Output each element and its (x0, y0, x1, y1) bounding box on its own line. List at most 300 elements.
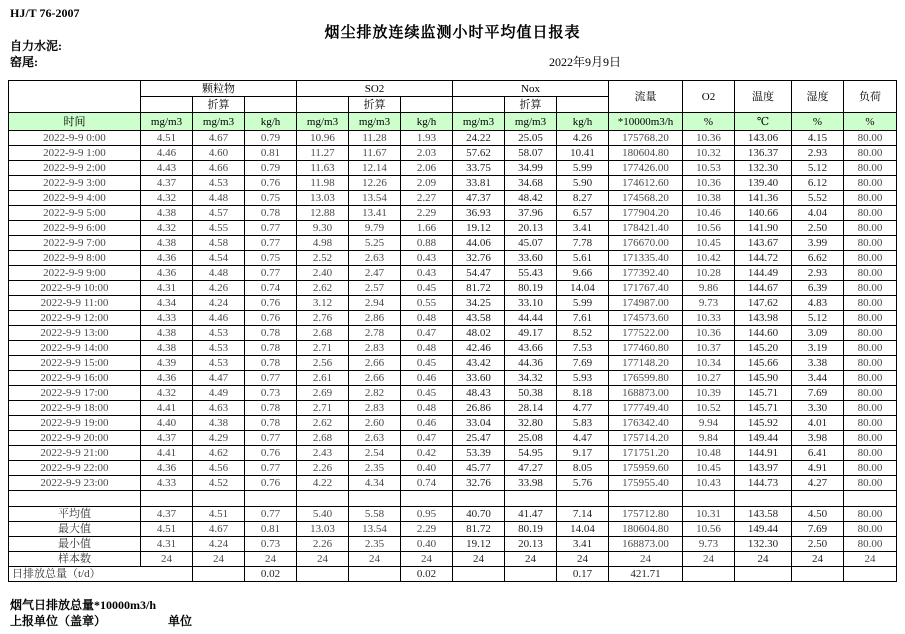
table-cell: 80.00 (844, 416, 897, 431)
table-cell: 0.74 (245, 281, 297, 296)
time-cell: 2022-9-9 0:00 (9, 131, 141, 146)
summary-cell: 4.67 (193, 522, 245, 537)
table-row (9, 341, 897, 356)
summary-cell: 4.51 (141, 522, 193, 537)
summary-cell: 81.72 (453, 522, 505, 537)
table-cell: 43.66 (505, 341, 557, 356)
table-cell: 10.52 (683, 401, 735, 416)
summary-cell: 180604.80 (609, 522, 683, 537)
table-cell: 8.52 (557, 326, 609, 341)
summary-row (9, 537, 897, 552)
table-cell: 10.33 (683, 311, 735, 326)
table-cell: 141.90 (735, 221, 792, 236)
table-cell: 80.00 (844, 176, 897, 191)
table-cell: 2.26 (297, 461, 349, 476)
table-cell: 4.33 (141, 476, 193, 491)
summary-cell: 24 (297, 552, 349, 567)
table-cell: 2.63 (349, 251, 401, 266)
summary-label: 最小值 (9, 537, 141, 552)
table-cell: 4.41 (141, 401, 193, 416)
table-cell: 2.09 (401, 176, 453, 191)
table-cell: 0.81 (245, 146, 297, 161)
table-cell: 4.49 (193, 386, 245, 401)
table-cell: 0.45 (401, 386, 453, 401)
summary-cell: 24 (735, 552, 792, 567)
table-cell: 10.46 (683, 206, 735, 221)
table-cell: 0.78 (245, 326, 297, 341)
table-row (9, 161, 897, 176)
table-cell: 57.62 (453, 146, 505, 161)
time-cell: 2022-9-9 14:00 (9, 341, 141, 356)
empty-cell (557, 491, 609, 507)
table-cell: 48.43 (453, 386, 505, 401)
table-row (9, 356, 897, 371)
table-row (9, 176, 897, 191)
table-cell: 174573.60 (609, 311, 683, 326)
data-rows (9, 131, 897, 582)
table-cell: 80.00 (844, 221, 897, 236)
table-cell: 144.60 (735, 326, 792, 341)
table-cell: 5.52 (792, 191, 844, 206)
table-cell: 4.36 (141, 251, 193, 266)
table-cell: 3.12 (297, 296, 349, 311)
summary-cell: 5.40 (297, 507, 349, 522)
daily-total-cell (193, 567, 245, 582)
time-cell: 2022-9-9 21:00 (9, 446, 141, 461)
blank-cell (141, 97, 193, 113)
pm-unit-kgh: kg/h (245, 113, 297, 131)
table-cell: 4.53 (193, 356, 245, 371)
so2-unit-mg: mg/m3 (297, 113, 349, 131)
table-cell: 2.82 (349, 386, 401, 401)
table-cell: 5.93 (557, 371, 609, 386)
summary-cell: 0.73 (245, 537, 297, 552)
table-cell: 10.36 (683, 176, 735, 191)
time-cell: 2022-9-9 7:00 (9, 236, 141, 251)
table-cell: 37.96 (505, 206, 557, 221)
table-cell: 9.30 (297, 221, 349, 236)
table-cell: 25.05 (505, 131, 557, 146)
table-cell: 42.46 (453, 341, 505, 356)
o2-unit: % (683, 113, 735, 131)
table-cell: 143.97 (735, 461, 792, 476)
table-cell: 80.00 (844, 386, 897, 401)
empty-cell (683, 491, 735, 507)
table-cell: 4.98 (297, 236, 349, 251)
table-cell: 145.90 (735, 371, 792, 386)
table-cell: 4.31 (141, 281, 193, 296)
table-cell: 0.48 (401, 341, 453, 356)
table-cell: 2.63 (349, 431, 401, 446)
table-cell: 13.41 (349, 206, 401, 221)
location-label: 窑尾: (10, 55, 38, 69)
table-cell: 2.83 (349, 401, 401, 416)
table-cell: 80.00 (844, 236, 897, 251)
summary-cell: 19.12 (453, 537, 505, 552)
report-date: 2022年9月9日 (549, 55, 622, 69)
table-cell: 4.48 (193, 266, 245, 281)
table-cell: 4.04 (792, 206, 844, 221)
table-cell: 14.04 (557, 281, 609, 296)
table-cell: 175955.40 (609, 476, 683, 491)
table-cell: 145.71 (735, 386, 792, 401)
table-cell: 180604.80 (609, 146, 683, 161)
table-cell: 175959.60 (609, 461, 683, 476)
summary-cell: 24 (141, 552, 193, 567)
table-cell: 4.52 (193, 476, 245, 491)
daily-total-cell: 421.71 (609, 567, 683, 582)
table-cell: 48.02 (453, 326, 505, 341)
table-cell: 54.47 (453, 266, 505, 281)
summary-cell: 10.56 (683, 522, 735, 537)
reporting-unit-label: 上报单位（盖章） (10, 614, 107, 628)
summary-row (9, 522, 897, 537)
so2-converted-unit-mg: mg/m3 (349, 113, 401, 131)
standard-code: HJ/T 76-2007 (10, 6, 80, 20)
summary-cell: 80.00 (844, 522, 897, 537)
daily-total-cell (683, 567, 735, 582)
table-cell: 80.00 (844, 446, 897, 461)
table-cell: 5.12 (792, 161, 844, 176)
table-cell: 80.00 (844, 281, 897, 296)
pm-unit-mg: mg/m3 (141, 113, 193, 131)
empty-cell (401, 491, 453, 507)
table-cell: 0.46 (401, 371, 453, 386)
table-cell: 0.79 (245, 131, 297, 146)
table-cell: 47.27 (505, 461, 557, 476)
table-cell: 175768.20 (609, 131, 683, 146)
col-group-so2: SO2 (297, 81, 453, 97)
daily-total-row (9, 567, 897, 582)
table-cell: 3.19 (792, 341, 844, 356)
table-cell: 4.67 (193, 131, 245, 146)
empty-cell (349, 491, 401, 507)
table-cell: 12.26 (349, 176, 401, 191)
table-cell: 10.39 (683, 386, 735, 401)
table-cell: 143.06 (735, 131, 792, 146)
table-cell: 4.26 (557, 131, 609, 146)
daily-total-cell: 0.02 (245, 567, 297, 582)
table-cell: 10.28 (683, 266, 735, 281)
table-cell: 2.68 (297, 326, 349, 341)
table-cell: 2.40 (297, 266, 349, 281)
table-cell: 9.17 (557, 446, 609, 461)
table-cell: 4.53 (193, 326, 245, 341)
table-cell: 44.06 (453, 236, 505, 251)
table-cell: 7.53 (557, 341, 609, 356)
table-cell: 0.78 (245, 401, 297, 416)
table-cell: 80.00 (844, 206, 897, 221)
summary-cell: 80.00 (844, 507, 897, 522)
table-cell: 4.32 (141, 191, 193, 206)
table-row (9, 461, 897, 476)
table-cell: 177522.00 (609, 326, 683, 341)
table-cell: 4.43 (141, 161, 193, 176)
table-cell: 177392.40 (609, 266, 683, 281)
table-cell: 2.27 (401, 191, 453, 206)
nox-converted-label: 折算 (505, 97, 557, 113)
table-row (9, 446, 897, 461)
table-cell: 2.52 (297, 251, 349, 266)
table-row (9, 326, 897, 341)
summary-cell: 24 (453, 552, 505, 567)
time-cell: 2022-9-9 9:00 (9, 266, 141, 281)
table-cell: 177460.80 (609, 341, 683, 356)
blank-cell (557, 97, 609, 113)
summary-cell: 13.03 (297, 522, 349, 537)
table-cell: 10.32 (683, 146, 735, 161)
table-cell: 0.46 (401, 416, 453, 431)
table-cell: 10.45 (683, 461, 735, 476)
table-cell: 9.86 (683, 281, 735, 296)
nox-unit-mg: mg/m3 (453, 113, 505, 131)
table-cell: 33.98 (505, 476, 557, 491)
summary-cell: 7.69 (792, 522, 844, 537)
table-cell: 0.77 (245, 431, 297, 446)
table-cell: 4.29 (193, 431, 245, 446)
table-cell: 80.00 (844, 161, 897, 176)
table-cell: 0.78 (245, 416, 297, 431)
table-cell: 0.78 (245, 206, 297, 221)
table-cell: 8.18 (557, 386, 609, 401)
table-cell: 175714.20 (609, 431, 683, 446)
table-cell: 0.77 (245, 221, 297, 236)
table-cell: 80.00 (844, 461, 897, 476)
summary-cell: 80.00 (844, 537, 897, 552)
report-table (8, 80, 897, 582)
table-cell: 80.00 (844, 341, 897, 356)
table-row (9, 146, 897, 161)
table-row (9, 416, 897, 431)
table-cell: 4.53 (193, 176, 245, 191)
summary-cell: 2.26 (297, 537, 349, 552)
so2-converted-label: 折算 (349, 97, 401, 113)
table-cell: 13.54 (349, 191, 401, 206)
table-cell: 177749.40 (609, 401, 683, 416)
empty-cell (141, 491, 193, 507)
summary-cell: 13.54 (349, 522, 401, 537)
summary-cell: 4.50 (792, 507, 844, 522)
nox-unit-kgh: kg/h (557, 113, 609, 131)
table-cell: 7.61 (557, 311, 609, 326)
table-cell: 0.40 (401, 461, 453, 476)
table-cell: 2.86 (349, 311, 401, 326)
time-cell: 2022-9-9 15:00 (9, 356, 141, 371)
table-cell: 0.76 (245, 311, 297, 326)
table-cell: 80.00 (844, 131, 897, 146)
table-cell: 2.62 (297, 416, 349, 431)
table-row (9, 236, 897, 251)
table-cell: 6.62 (792, 251, 844, 266)
table-cell: 19.12 (453, 221, 505, 236)
table-cell: 10.53 (683, 161, 735, 176)
daily-total-cell (453, 567, 505, 582)
table-cell: 2.50 (792, 221, 844, 236)
table-cell: 10.36 (683, 131, 735, 146)
empty-cell (609, 491, 683, 507)
table-cell: 8.05 (557, 461, 609, 476)
pm-converted-unit-mg: mg/m3 (193, 113, 245, 131)
summary-cell: 143.58 (735, 507, 792, 522)
table-cell: 10.43 (683, 476, 735, 491)
col-header-load: 负荷 (844, 81, 897, 113)
temp-unit: ℃ (735, 113, 792, 131)
table-cell: 44.36 (505, 356, 557, 371)
summary-cell: 4.24 (193, 537, 245, 552)
table-cell: 43.58 (453, 311, 505, 326)
col-header-humidity: 湿度 (792, 81, 844, 113)
table-cell: 47.37 (453, 191, 505, 206)
empty-cell (245, 491, 297, 507)
table-cell: 174568.20 (609, 191, 683, 206)
table-cell: 80.00 (844, 401, 897, 416)
table-cell: 80.00 (844, 146, 897, 161)
table-row (9, 371, 897, 386)
table-cell: 9.73 (683, 296, 735, 311)
table-cell: 25.47 (453, 431, 505, 446)
summary-cell: 24 (349, 552, 401, 567)
table-cell: 0.48 (401, 311, 453, 326)
table-cell: 4.53 (193, 341, 245, 356)
table-cell: 5.25 (349, 236, 401, 251)
summary-cell: 2.50 (792, 537, 844, 552)
time-cell: 2022-9-9 5:00 (9, 206, 141, 221)
table-cell: 6.39 (792, 281, 844, 296)
table-cell: 144.67 (735, 281, 792, 296)
table-cell: 4.26 (193, 281, 245, 296)
table-cell: 4.63 (193, 401, 245, 416)
time-cell: 2022-9-9 3:00 (9, 176, 141, 191)
table-cell: 2.56 (297, 356, 349, 371)
table-cell: 2.71 (297, 401, 349, 416)
daily-total-cell (505, 567, 557, 582)
summary-label: 最大值 (9, 522, 141, 537)
table-cell: 80.00 (844, 476, 897, 491)
table-cell: 147.62 (735, 296, 792, 311)
table-cell: 10.41 (557, 146, 609, 161)
summary-cell: 10.31 (683, 507, 735, 522)
table-cell: 4.38 (141, 341, 193, 356)
table-row (9, 266, 897, 281)
table-cell: 2.66 (349, 371, 401, 386)
table-cell: 0.77 (245, 371, 297, 386)
table-cell: 10.34 (683, 356, 735, 371)
col-group-pm: 颗粒物 (141, 81, 297, 97)
blank-cell (297, 97, 349, 113)
table-cell: 1.93 (401, 131, 453, 146)
daily-total-cell: 0.17 (557, 567, 609, 582)
table-cell: 6.12 (792, 176, 844, 191)
table-cell: 33.60 (453, 371, 505, 386)
table-cell: 177426.00 (609, 161, 683, 176)
summary-cell: 40.70 (453, 507, 505, 522)
table-cell: 34.32 (505, 371, 557, 386)
summary-cell: 9.73 (683, 537, 735, 552)
table-cell: 26.86 (453, 401, 505, 416)
table-cell: 1.66 (401, 221, 453, 236)
table-cell: 2.78 (349, 326, 401, 341)
table-cell: 3.44 (792, 371, 844, 386)
summary-cell: 168873.00 (609, 537, 683, 552)
table-cell: 2.66 (349, 356, 401, 371)
table-cell: 8.27 (557, 191, 609, 206)
table-cell: 136.37 (735, 146, 792, 161)
table-cell: 145.92 (735, 416, 792, 431)
table-cell: 5.76 (557, 476, 609, 491)
table-cell: 171751.20 (609, 446, 683, 461)
time-cell: 2022-9-9 17:00 (9, 386, 141, 401)
table-row (9, 386, 897, 401)
table-cell: 4.58 (193, 236, 245, 251)
table-cell: 0.45 (401, 356, 453, 371)
summary-cell: 41.47 (505, 507, 557, 522)
table-cell: 11.27 (297, 146, 349, 161)
table-cell: 5.99 (557, 296, 609, 311)
summary-cell: 24 (401, 552, 453, 567)
daily-total-cell: 0.02 (401, 567, 453, 582)
summary-cell: 0.77 (245, 507, 297, 522)
table-cell: 0.77 (245, 461, 297, 476)
table-cell: 2.43 (297, 446, 349, 461)
table-cell: 144.91 (735, 446, 792, 461)
time-cell: 2022-9-9 20:00 (9, 431, 141, 446)
table-cell: 3.41 (557, 221, 609, 236)
time-header-blank (9, 81, 141, 113)
summary-cell: 2.29 (401, 522, 453, 537)
table-cell: 4.36 (141, 371, 193, 386)
table-cell: 145.20 (735, 341, 792, 356)
table-cell: 5.61 (557, 251, 609, 266)
table-row (9, 221, 897, 236)
table-cell: 4.32 (141, 221, 193, 236)
blank-cell (453, 97, 505, 113)
table-cell: 54.95 (505, 446, 557, 461)
table-cell: 4.83 (792, 296, 844, 311)
table-cell: 33.04 (453, 416, 505, 431)
summary-cell: 7.14 (557, 507, 609, 522)
table-cell: 7.69 (557, 356, 609, 371)
table-cell: 4.47 (193, 371, 245, 386)
table-cell: 10.37 (683, 341, 735, 356)
table-cell: 176599.80 (609, 371, 683, 386)
table-cell: 4.15 (792, 131, 844, 146)
table-cell: 81.72 (453, 281, 505, 296)
table-cell: 36.93 (453, 206, 505, 221)
table-cell: 10.45 (683, 236, 735, 251)
summary-cell: 24 (844, 552, 897, 567)
table-cell: 4.46 (141, 146, 193, 161)
table-cell: 10.48 (683, 446, 735, 461)
time-cell: 2022-9-9 12:00 (9, 311, 141, 326)
table-cell: 80.00 (844, 311, 897, 326)
empty-cell (735, 491, 792, 507)
table-cell: 55.43 (505, 266, 557, 281)
table-cell: 50.38 (505, 386, 557, 401)
table-cell: 0.43 (401, 266, 453, 281)
time-cell: 2022-9-9 18:00 (9, 401, 141, 416)
table-cell: 11.63 (297, 161, 349, 176)
table-cell: 10.96 (297, 131, 349, 146)
table-cell: 10.27 (683, 371, 735, 386)
time-cell: 2022-9-9 19:00 (9, 416, 141, 431)
table-cell: 7.78 (557, 236, 609, 251)
table-cell: 144.49 (735, 266, 792, 281)
table-cell: 2.60 (349, 416, 401, 431)
table-cell: 3.99 (792, 236, 844, 251)
summary-row (9, 507, 897, 522)
table-cell: 145.66 (735, 356, 792, 371)
table-cell: 0.77 (245, 236, 297, 251)
